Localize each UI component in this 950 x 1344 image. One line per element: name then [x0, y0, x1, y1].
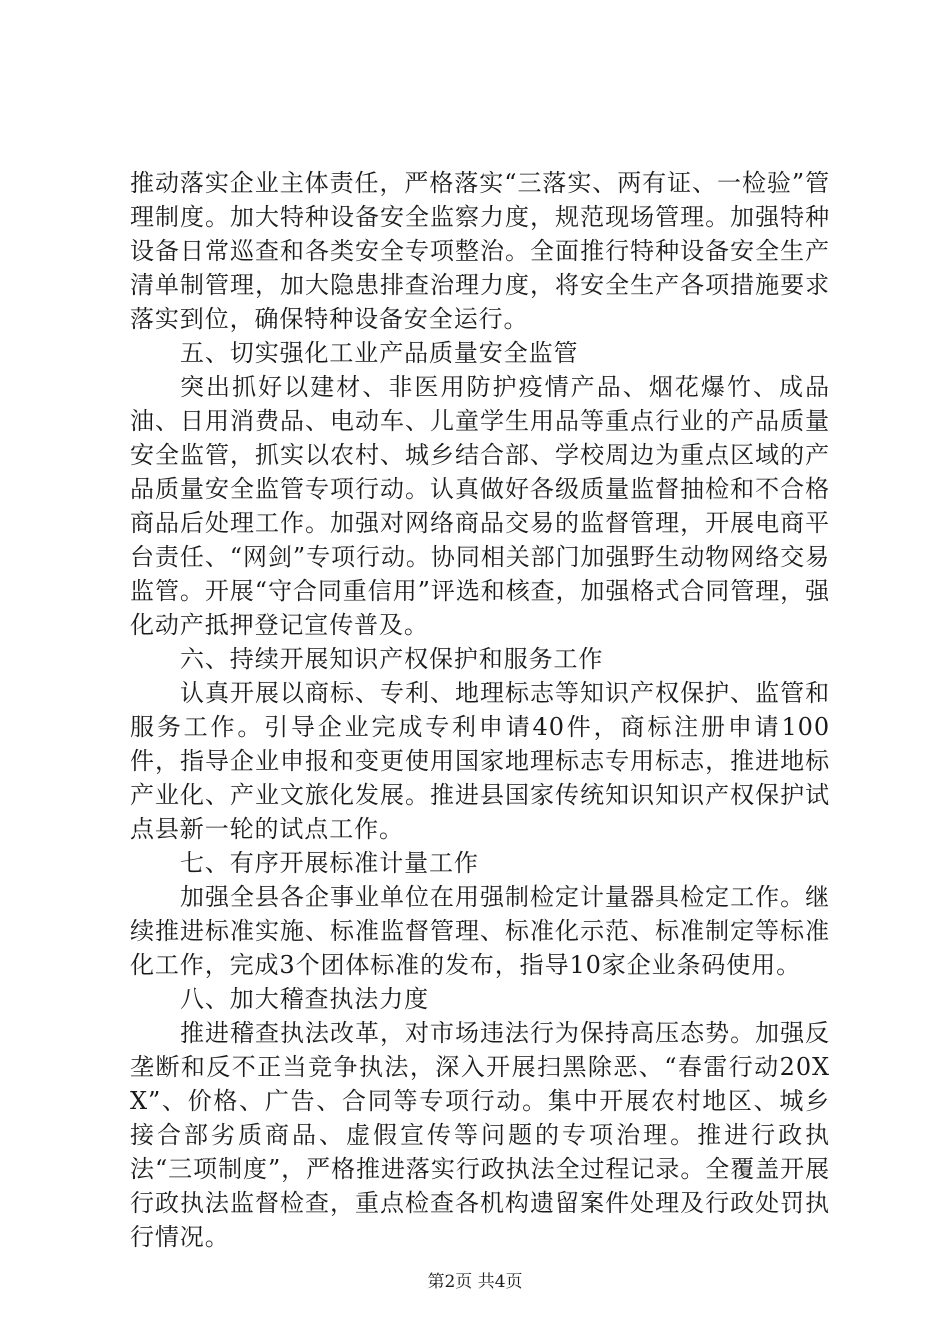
document-body: [130, 166, 830, 1254]
paragraph-section-8: 推进稽查执法改革，对市场违法行为保持高压态势。加强反垄断和反不正当竞争执法，深入开展扫黑除恶、“春雷行动20XX”、价格、广告、合同等专项行动。集中开展农村地区、城乡接合部劣质商品、虚假宣传等问题的专项治理。推进行政执法“三项制度”，严格推进落实行政执法全过程记录。全覆盖开展行政执法监督检查，重点检查各机构遗留案件处理及行政处罚执行情况。: [130, 1019, 830, 1251]
paragraph-section-5: 突出抓好以建材、非医用防护疫情产品、烟花爆竹、成品油、日用消费品、电动车、儿童学生用品等重点行业的产品质量安全监管，抓实以农村、城乡结合部、学校周边为重点区域的产品质量安全监管专项行动。认真做好各级质量监督抽检和不合格商品后处理工作。加强对网络商品交易的监督管理，开展电商平台责任、“网剑”专项行动。协同相关部门加强野生动物网络交易监管。开展“守合同重信用”评选和核查，加强格式合同管理，强化动产抵押登记宣传普及。: [130, 373, 830, 639]
paragraph-section-6: 认真开展以商标、专利、地理标志等知识产权保护、监管和服务工作。引导企业完成专利申请40件，商标注册申请100件，指导企业申报和变更使用国家地理标志专用标志，推进地标产业化、产业文旅化发展。推进县国家传统知识知识产权保护试点县新一轮的试点工作。: [130, 679, 830, 843]
paragraph-continued: 推动落实企业主体责任，严格落实“三落实、两有证、一检验”管理制度。加大特种设备安全监察力度，规范现场管理。加强特种设备日常巡查和各类安全专项整治。全面推行特种设备安全生产清单制管理，加大隐患排查治理力度，将安全生产各项措施要求落实到位，确保特种设备安全运行。: [130, 169, 830, 333]
section-heading-6: 六、持续开展知识产权保护和服务工作: [180, 645, 604, 673]
section-heading-5: 五、切实强化工业产品质量安全监管: [180, 339, 579, 367]
paragraph-section-7: 加强全县各企事业单位在用强制检定计量器具检定工作。继续推进标准实施、标准监督管理、标准化示范、标准制定等标准化工作，完成3个团体标准的发布，指导10家企业条码使用。: [130, 883, 830, 979]
section-heading-8: 八、加大稽查执法力度: [180, 985, 429, 1013]
page-number-footer: 第2页 共4页: [427, 1272, 523, 1292]
section-heading-7: 七、有序开展标准计量工作: [180, 849, 479, 877]
